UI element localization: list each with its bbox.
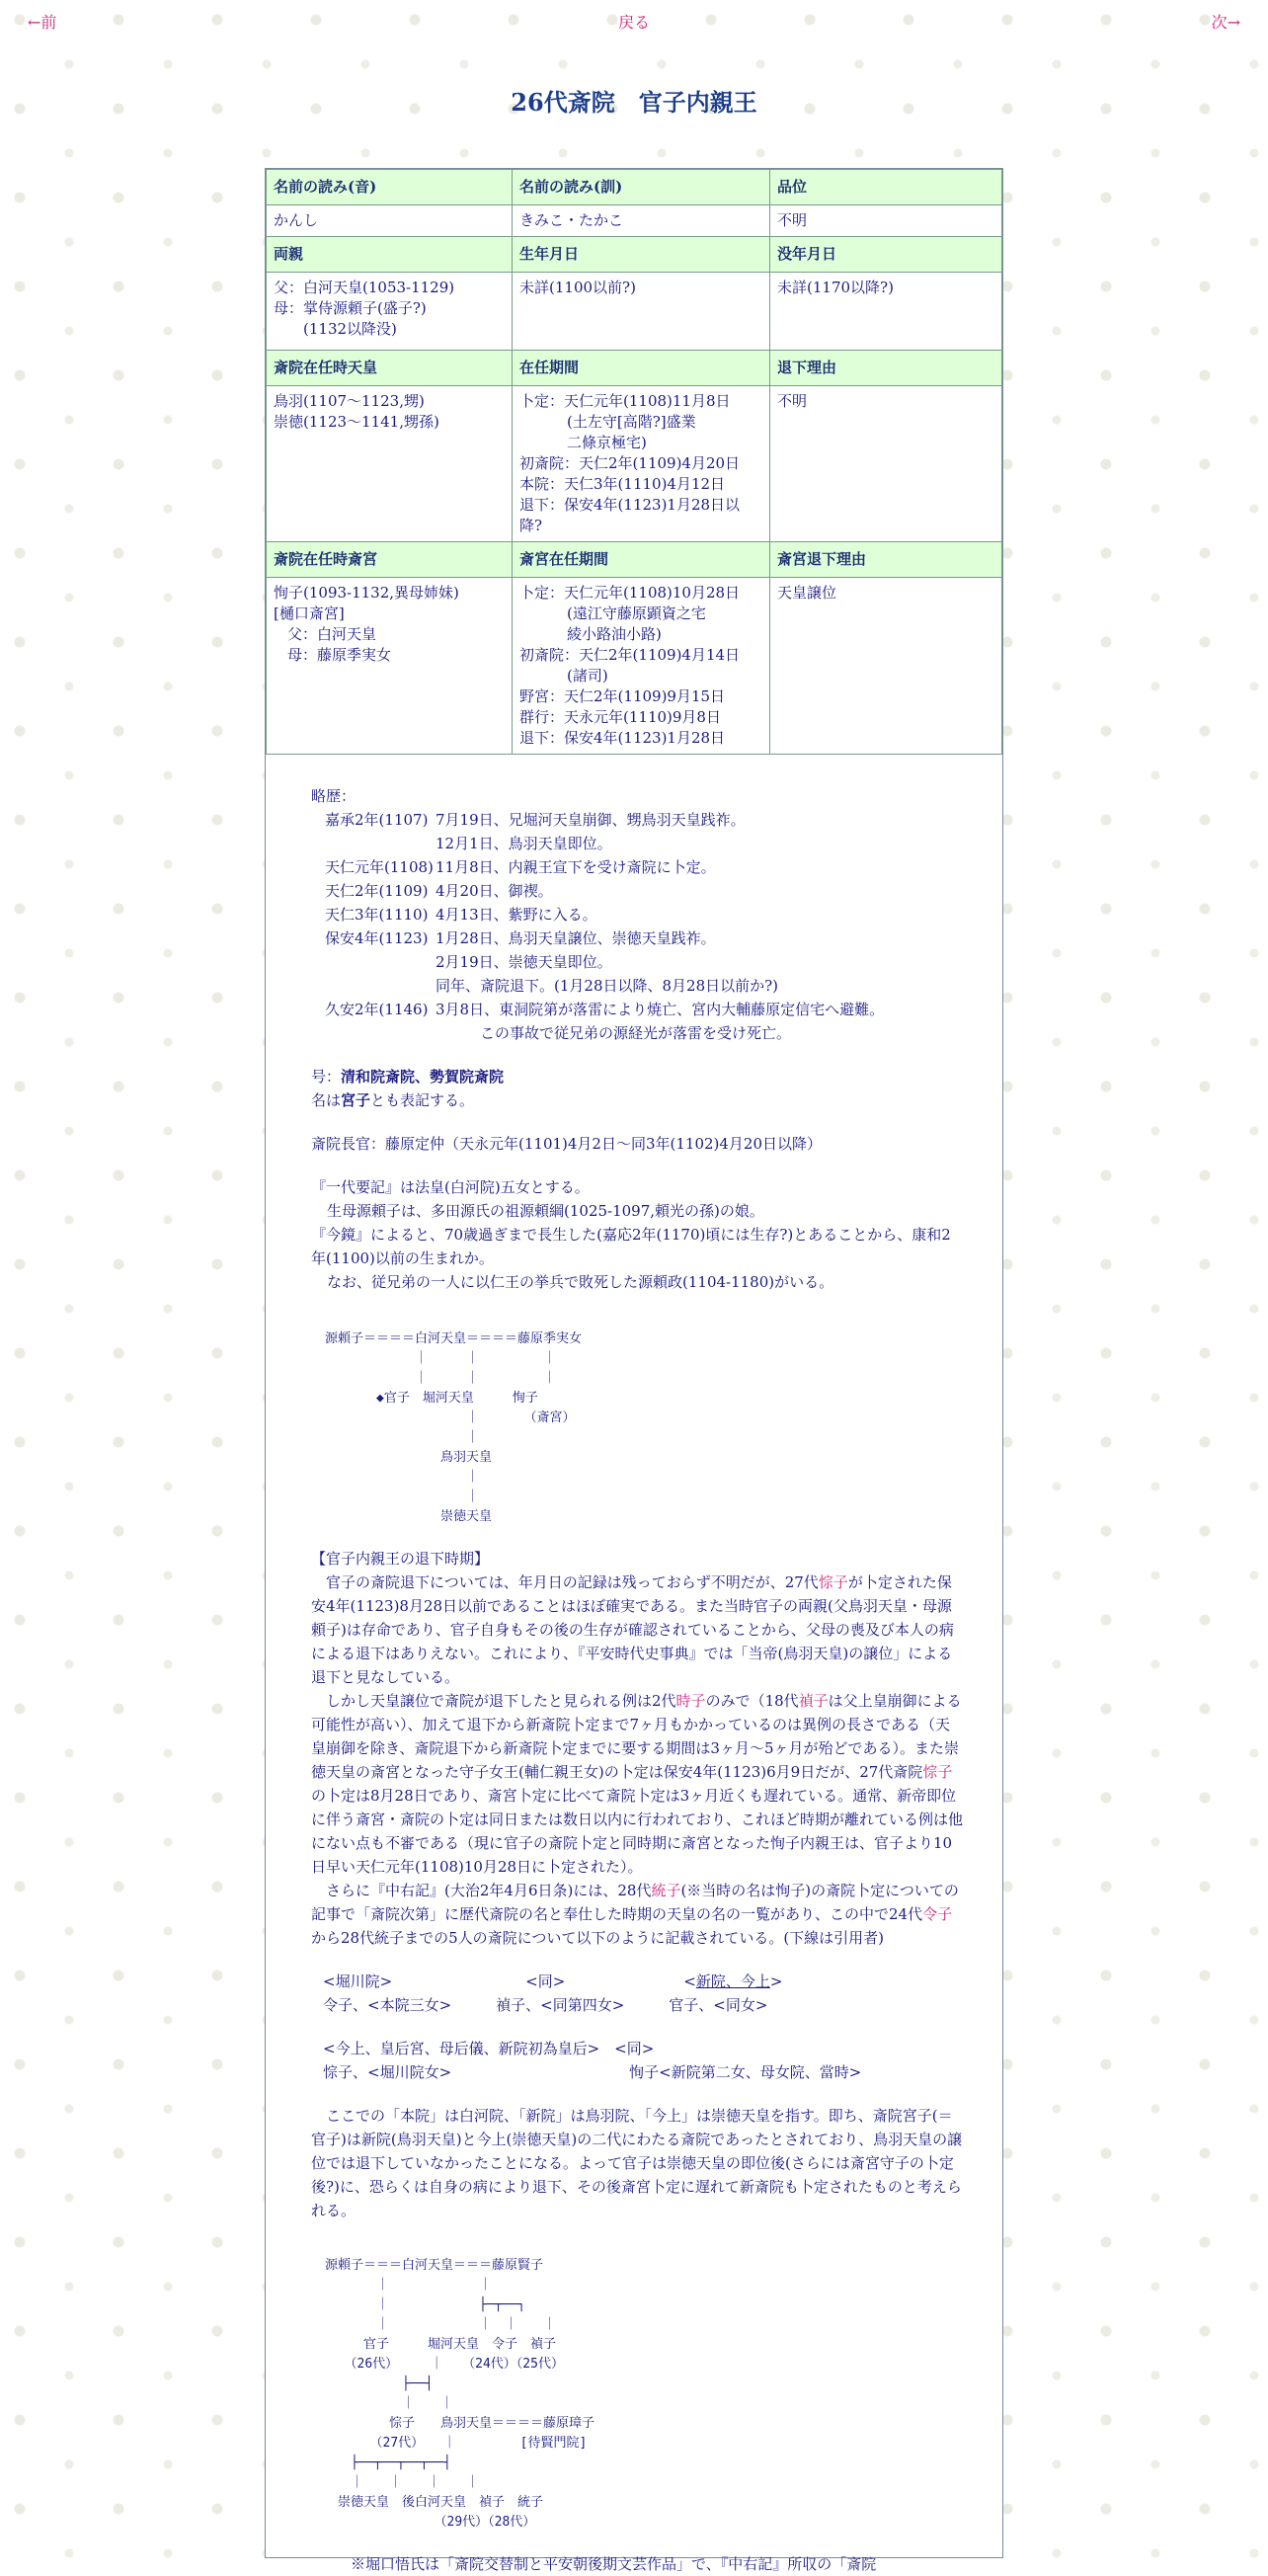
header-term: 在任期間 bbox=[513, 351, 770, 386]
go-prefix: 号： bbox=[311, 1068, 342, 1086]
text-span: 官子の斎院退下については、年月日の記録は残っておらず不明だが、27代 bbox=[326, 1573, 819, 1591]
header-birth: 生年月日 bbox=[513, 237, 770, 273]
table-row bbox=[267, 273, 1002, 351]
alt-name-a: 名は bbox=[311, 1091, 342, 1109]
parents-cell bbox=[267, 273, 513, 351]
chron-year bbox=[325, 974, 436, 998]
chron-text: 12月1日、鳥羽天皇即位。 bbox=[436, 835, 612, 852]
chronology-row bbox=[325, 879, 884, 903]
text-span: しかし天皇譲位で斎院が退下したと見られる例は2代 bbox=[326, 1692, 676, 1710]
chron-year: 天仁元年(1108) bbox=[325, 858, 434, 876]
header-emperor: 斎院在任時天皇 bbox=[267, 351, 513, 386]
chron-year: 久安2年(1146) bbox=[325, 1001, 429, 1018]
saigu-term-line: 群行：天永元年(1110)9月8日 bbox=[519, 708, 721, 726]
table-row bbox=[267, 237, 1002, 273]
chron-text: 4月13日、紫野に入る。 bbox=[436, 906, 597, 924]
page-title: 26代斎院 官子内親王 bbox=[511, 88, 757, 117]
saigu-term-line: 卜定：天仁元年(1108)10月28日 bbox=[519, 584, 741, 602]
saigu-line: [樋口斎宮] bbox=[274, 604, 345, 622]
chron-year bbox=[325, 832, 436, 855]
header-saigu: 斎院在任時斎宮 bbox=[267, 542, 513, 578]
content-panel bbox=[265, 168, 1003, 2573]
header-saigu-reason: 斎宮退下理由 bbox=[770, 542, 1002, 578]
reading-on-value: かんし bbox=[267, 205, 513, 237]
header-reading-on: 名前の読み(音) bbox=[267, 170, 513, 205]
birth-value: 未詳(1100以前?) bbox=[513, 273, 770, 351]
table-row bbox=[267, 386, 1002, 542]
pink-name: 禎子 bbox=[798, 1692, 829, 1710]
alt-name-line bbox=[311, 1088, 963, 1112]
go-line bbox=[311, 1065, 963, 1088]
saigu-term-line: 綾小路油小路) bbox=[567, 625, 662, 643]
saigu-term-line: 退下：保安4年(1123)1月28日 bbox=[519, 729, 726, 747]
chron-year: 天仁2年(1109) bbox=[325, 882, 429, 900]
saigu-cell bbox=[267, 578, 513, 755]
chron-year: 天仁3年(1110) bbox=[325, 906, 429, 924]
emperor-cell bbox=[267, 386, 513, 542]
chronology-row bbox=[325, 808, 884, 832]
pink-name: 統子 bbox=[651, 1882, 681, 1899]
info-table bbox=[266, 169, 1002, 755]
term-cell bbox=[513, 386, 770, 542]
chokan-line: 斎院長官：藤原定仲（天永元年(1101)4月2日～同3年(1102)4月20日以降） bbox=[311, 1135, 823, 1153]
chron-text: この事故で従兄弟の源経光が落雷を受け死亡。 bbox=[436, 1024, 792, 1042]
alt-name-c: とも表記する。 bbox=[370, 1091, 475, 1109]
table-row bbox=[267, 542, 1002, 578]
chron-year: 保安4年(1123) bbox=[325, 929, 429, 947]
saigu-term-line: 野宮：天仁2年(1109)9月15日 bbox=[519, 687, 726, 705]
quote-line bbox=[323, 1970, 963, 1993]
footnote: ※堀口悟氏は「斎院交替制と平安朝後期文芸作品」で、『中右記』所収の「斎院 bbox=[351, 2555, 877, 2573]
biography-section bbox=[266, 755, 1002, 2576]
chron-year bbox=[325, 950, 436, 974]
chron-year: 嘉承2年(1107) bbox=[325, 811, 429, 829]
chron-year bbox=[325, 1021, 436, 1045]
saigu-term-line: 初斎院：天仁2年(1109)4月14日 bbox=[519, 646, 741, 664]
chronology-row bbox=[325, 974, 884, 998]
chron-text: 11月8日、内親王宣下を受け斎院に卜定。 bbox=[436, 858, 716, 876]
emperor-1: 鳥羽(1107～1123,甥) bbox=[274, 392, 425, 410]
chronology-row bbox=[325, 903, 884, 926]
emperor-2: 崇徳(1123～1141,甥孫) bbox=[274, 413, 439, 431]
chron-text: 同年、斎院退下。(1月28日以降、8月28日以前か?) bbox=[436, 977, 779, 995]
prev-link[interactable]: ←前 bbox=[28, 13, 57, 32]
text-span: の卜定は8月28日であり、斎宮卜定に比べて斎院卜定は3ヶ月近くも遅れている。通常、新帝即位に伴う斎宮・斎院の卜定は同日または数日以内に行われており、これほど時期が離れている例は他にない点も不審である（現に官子の斎院卜定と同時期に斎宮となった恂子内親王は、官子より10日早い天仁元年(1108)10月28日に卜定された）。 bbox=[311, 1787, 964, 1876]
header-rank: 品位 bbox=[770, 170, 1002, 205]
paragraph-3 bbox=[311, 1879, 963, 1950]
table-row bbox=[267, 578, 1002, 755]
quote-line: 令子、<本院三女> 禎子、<同第四女> 官子、<同女> bbox=[323, 1996, 768, 2014]
text-span: > bbox=[769, 1972, 783, 1990]
text-span: が卜定された保安4年(1123)8月28日以前であることはほぼ確実である。また当時官子の両親(父鳥羽天皇・母源頼子)は存命であり、官子自身もその後の生存が確認されていることから、父母の喪及び本人の病による退下はありえない。これにより、『平安時代史事典』では「当帝(鳥羽天皇)の譲位」による退下と見なしている。 bbox=[311, 1573, 954, 1686]
family-tree-2: 源頼子＝＝＝白河天皇＝＝＝藤原賢子 ｜ ｜ ｜ ├─┬──┐ ｜ ｜ ｜ ｜ 官子 堀河天皇 令子 禎子 （26代） ｜ （24代）（25代） ├──┤ ｜ ｜ 悰子 鳥羽天皇＝＝＝＝藤原璋子 （27代） ｜ [待賢門院] ├──┬──┬──┬──┤ ｜ ｜ ｜ ｜ 崇徳天皇 後白河天皇 禎子 統子 （29代）（28代） bbox=[325, 2258, 595, 2530]
text-span: は父上皇崩御による可能性が高い）、加えて退下から新斎院卜定まで7ヶ月もかかっているのは異例の長さである（天皇崩御を除き、斎院退下から新斎院卜定までに要する期間は3ヶ月～5ヶ月が殆どである）。また崇徳天皇の斎宮となった守子女王(輔仁親王女)の卜定は保安4年(1123)6月9日だが、27代斎院 bbox=[311, 1692, 962, 1781]
saigu-reason-value: 天皇譲位 bbox=[770, 578, 1002, 755]
chron-text: 4月20日、御禊。 bbox=[436, 882, 553, 900]
text-span: <堀川院> <同> < bbox=[323, 1972, 696, 1990]
pink-name: 悰子 bbox=[922, 1763, 953, 1781]
father-text: 父：白河天皇(1053-1129) bbox=[274, 279, 455, 296]
term-line: 卜定：天仁元年(1108)11月8日 bbox=[519, 392, 731, 410]
text-span: さらに『中右記』(大治2年4月6日条)には、28代 bbox=[326, 1882, 652, 1899]
retire-reason-value: 不明 bbox=[770, 386, 1002, 542]
chron-text: 1月28日、鳥羽天皇譲位、崇徳天皇践祚。 bbox=[436, 929, 716, 947]
chron-text: 3月8日、東洞院第が落雷により焼亡、宮内大輔藤原定信宅へ避難。 bbox=[436, 1001, 885, 1018]
note-line: 生母源頼子は、多田源氏の祖源頼綱(1025-1097,頼光の孫)の娘。 bbox=[327, 1202, 764, 1220]
underlined-text: 新院、今上 bbox=[695, 1972, 770, 1990]
back-link[interactable]: 戻る bbox=[617, 13, 651, 32]
header-death: 没年月日 bbox=[770, 237, 1002, 273]
biography-heading: 略歴： bbox=[311, 787, 357, 805]
chronology-row bbox=[325, 950, 884, 974]
saigu-term-line: (遠江守藤原顕資之宅 bbox=[567, 604, 706, 622]
saigu-line: 恂子(1093-1132,異母姉妹) bbox=[274, 584, 459, 602]
note-line: 『今鏡』によると、70歳過ぎまで長生した(嘉応2年(1170)頃には生存?)とあることから、康和2年(1100)以前の生まれか。 bbox=[311, 1226, 951, 1267]
note-line: 『一代要記』は法皇(白河院)五女とする。 bbox=[311, 1178, 590, 1196]
chronology-row bbox=[325, 998, 884, 1021]
table-row bbox=[267, 170, 1002, 205]
death-value: 未詳(1170以降?) bbox=[770, 273, 1002, 351]
quote-line: 悰子、<堀川院女> 恂子<新院第二女、母女院、當時> bbox=[323, 2063, 862, 2081]
term-line: 本院：天仁3年(1110)4月12日 bbox=[519, 475, 726, 493]
header-saigu-term: 斎宮在任期間 bbox=[513, 542, 770, 578]
quote-line: <今上、皇后宮、母后儀、新院初為皇后> <同> bbox=[323, 2040, 655, 2057]
chronology-table bbox=[325, 808, 884, 1045]
chronology-row bbox=[325, 832, 884, 855]
chronology-row bbox=[325, 1021, 884, 1045]
go-names: 清和院斎院、勢賀院斎院 bbox=[341, 1068, 505, 1086]
paragraph-1 bbox=[311, 1570, 963, 1689]
term-line: 二條京極宅) bbox=[567, 434, 647, 451]
mother-death-text: (1132以降没) bbox=[303, 320, 397, 338]
alt-name-b: 宮子 bbox=[341, 1091, 371, 1109]
header-parents: 両親 bbox=[267, 237, 513, 273]
saigu-line: 母：藤原季実女 bbox=[287, 646, 392, 664]
chronology-row bbox=[325, 855, 884, 879]
chronology-row bbox=[325, 926, 884, 950]
text-span: (※当時の名は恂子)の斎院卜定についての記事で「斎院次第」に歴代斎院の名と奉仕した時期の天皇の名の一覧があり、この中で24代 bbox=[311, 1882, 959, 1923]
section-title: 【官子内親王の退下時期】 bbox=[311, 1550, 490, 1568]
reading-kun-value: きみこ・たかこ bbox=[513, 205, 770, 237]
saigu-line: 父：白河天皇 bbox=[287, 625, 377, 643]
pink-name: 時子 bbox=[675, 1692, 706, 1710]
saigu-term-cell bbox=[513, 578, 770, 755]
next-link[interactable]: 次→ bbox=[1211, 13, 1240, 32]
term-line: 退下：保安4年(1123)1月28日以降? bbox=[519, 496, 741, 534]
saigu-term-line: (諸司) bbox=[567, 667, 608, 684]
paragraph-4: ここでの「本院」は白河院、「新院」は鳥羽院、「今上」は崇徳天皇を指す。即ち、斎院宮子(＝官子)は新院(鳥羽天皇)と今上(崇徳天皇)の二代にわたる斎院であったとされており、鳥羽天皇の譲位では退下していなかったことになる。よって官子は崇徳天皇の即位後(さらには斎宮守子の卜定後?)に、恐らくは自身の病により退下、その後斎宮卜定に遅れて新斎院も卜定されたものと考えられる。 bbox=[311, 2107, 963, 2219]
term-line: (土左守[高階?]盛業 bbox=[567, 413, 696, 431]
rank-value: 不明 bbox=[770, 205, 1002, 237]
table-row bbox=[267, 351, 1002, 386]
paragraph-2 bbox=[311, 1689, 963, 1879]
family-tree-1: 源頼子＝＝＝＝白河天皇＝＝＝＝藤原季実女 ｜ ｜ ｜ ｜ ｜ ｜ ◆官子 堀河天皇 恂子 ｜ （斎宮） ｜ 鳥羽天皇 ｜ ｜ 崇徳天皇 bbox=[325, 1331, 583, 1524]
table-row bbox=[267, 205, 1002, 237]
text-span: のみで（18代 bbox=[705, 1692, 799, 1710]
mother-text: 母：掌侍源頼子(盛子?) bbox=[274, 299, 427, 317]
term-line: 初斎院：天仁2年(1109)4月20日 bbox=[519, 454, 741, 472]
top-navigation bbox=[28, 10, 1240, 34]
header-reading-kun: 名前の読み(訓) bbox=[513, 170, 770, 205]
note-line: なお、従兄弟の一人に以仁王の挙兵で敗死した源頼政(1104-1180)がいる。 bbox=[327, 1273, 834, 1291]
pink-name: 令子 bbox=[922, 1905, 953, 1923]
pink-name: 悰子 bbox=[818, 1573, 848, 1591]
header-retire-reason: 退下理由 bbox=[770, 351, 1002, 386]
chron-text: 7月19日、兄堀河天皇崩御、甥鳥羽天皇践祚。 bbox=[436, 811, 746, 829]
chron-text: 2月19日、崇徳天皇即位。 bbox=[436, 953, 612, 971]
text-span: から28代統子までの5人の斎院について以下のように記載されている。(下線は引用者) bbox=[311, 1929, 885, 1947]
